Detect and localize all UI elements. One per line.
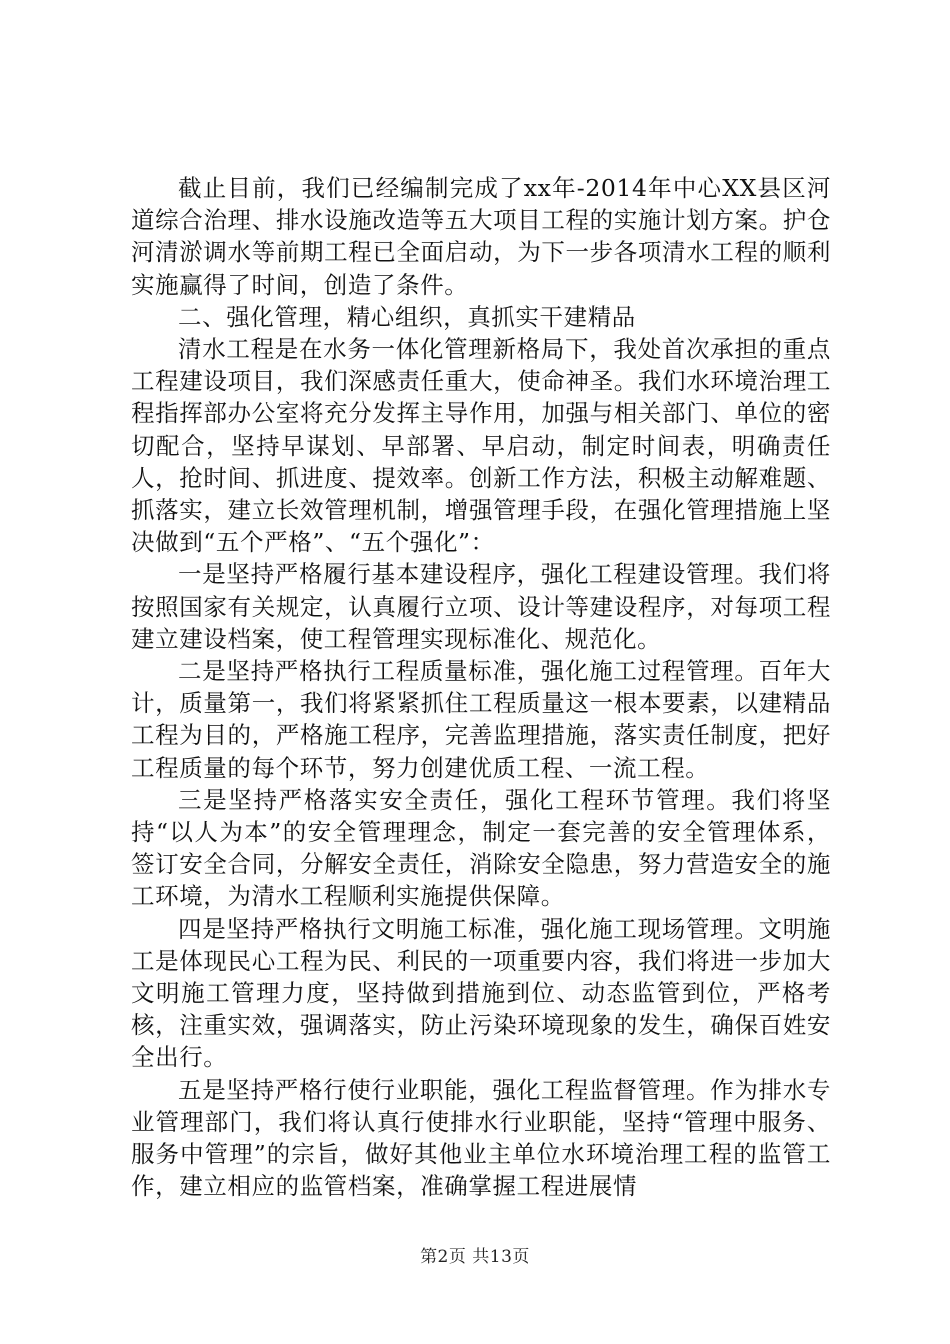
paragraph-point-five: 五是坚持严格行使行业职能，强化工程监督管理。作为排水专业管理部门，我们将认真行使排水行业职能，坚持“管理中服务、服务中管理”的宗旨，做好其他业主单位水环境治理工程的监管工作，建立相应的监管档案，准确掌握工程进展情 [131,1075,831,1201]
document-body [131,172,831,1203]
paragraph-point-three: 三是坚持严格落实安全责任，强化工程环节管理。我们将坚持“以人为本”的安全管理理念，制定一套完善的安全管理体系，签订安全合同，分解安全责任，消除安全隐患，努力营造安全的施工环境，为清水工程顺利实施提供保障。 [131,785,831,911]
paragraph-progress: 截止目前，我们已经编制完成了xx年-2014年中心XX县区河道综合治理、排水设施改造等五大项目工程的实施计划方案。护仓河清淤调水等前期工程已全面启动，为下一步各项清水工程的顺利实施赢得了时间，创造了条件。 [131,174,831,299]
paragraph-clear-water-project: 清水工程是在水务一体化管理新格局下，我处首次承担的重点工程建设项目，我们深感责任重大，使命神圣。我们水环境治理工程指挥部办公室将充分发挥主导作用，加强与相关部门、单位的密切配合，坚持早谋划、早部署、早启动，制定时间表，明确责任人，抢时间、抓进度、提效率。创新工作方法，积极主动解难题、抓落实，建立长效管理机制，增强管理手段，在强化管理措施上坚决做到“五个严格”、“五个强化”： [131,335,831,557]
paragraph-point-four: 四是坚持严格执行文明施工标准，强化施工现场管理。文明施工是体现民心工程为民、利民的一项重要内容，我们将进一步加大文明施工管理力度，坚持做到措施到位、动态监管到位，严格考核，注重实效，强调落实，防止污染环境现象的发生，确保百姓安全出行。 [131,914,831,1072]
paragraph-point-one: 一是坚持严格履行基本建设程序，强化工程建设管理。我们将按照国家有关规定，认真履行立项、设计等建设程序，对每项工程建立建设档案，使工程管理实现标准化、规范化。 [131,560,831,653]
page-number-footer: 第2页 共13页 [420,1247,530,1267]
section-heading-management: 二、强化管理，精心组织，真抓实干建精品 [178,302,636,331]
paragraph-point-two: 二是坚持严格执行工程质量标准，强化施工过程管理。百年大计，质量第一，我们将紧紧抓住工程质量这一根本要素，以建精品工程为目的，严格施工程序，完善监理措施，落实责任制度，把好工程质量的每个环节，努力创建优质工程、一流工程。 [131,657,831,782]
